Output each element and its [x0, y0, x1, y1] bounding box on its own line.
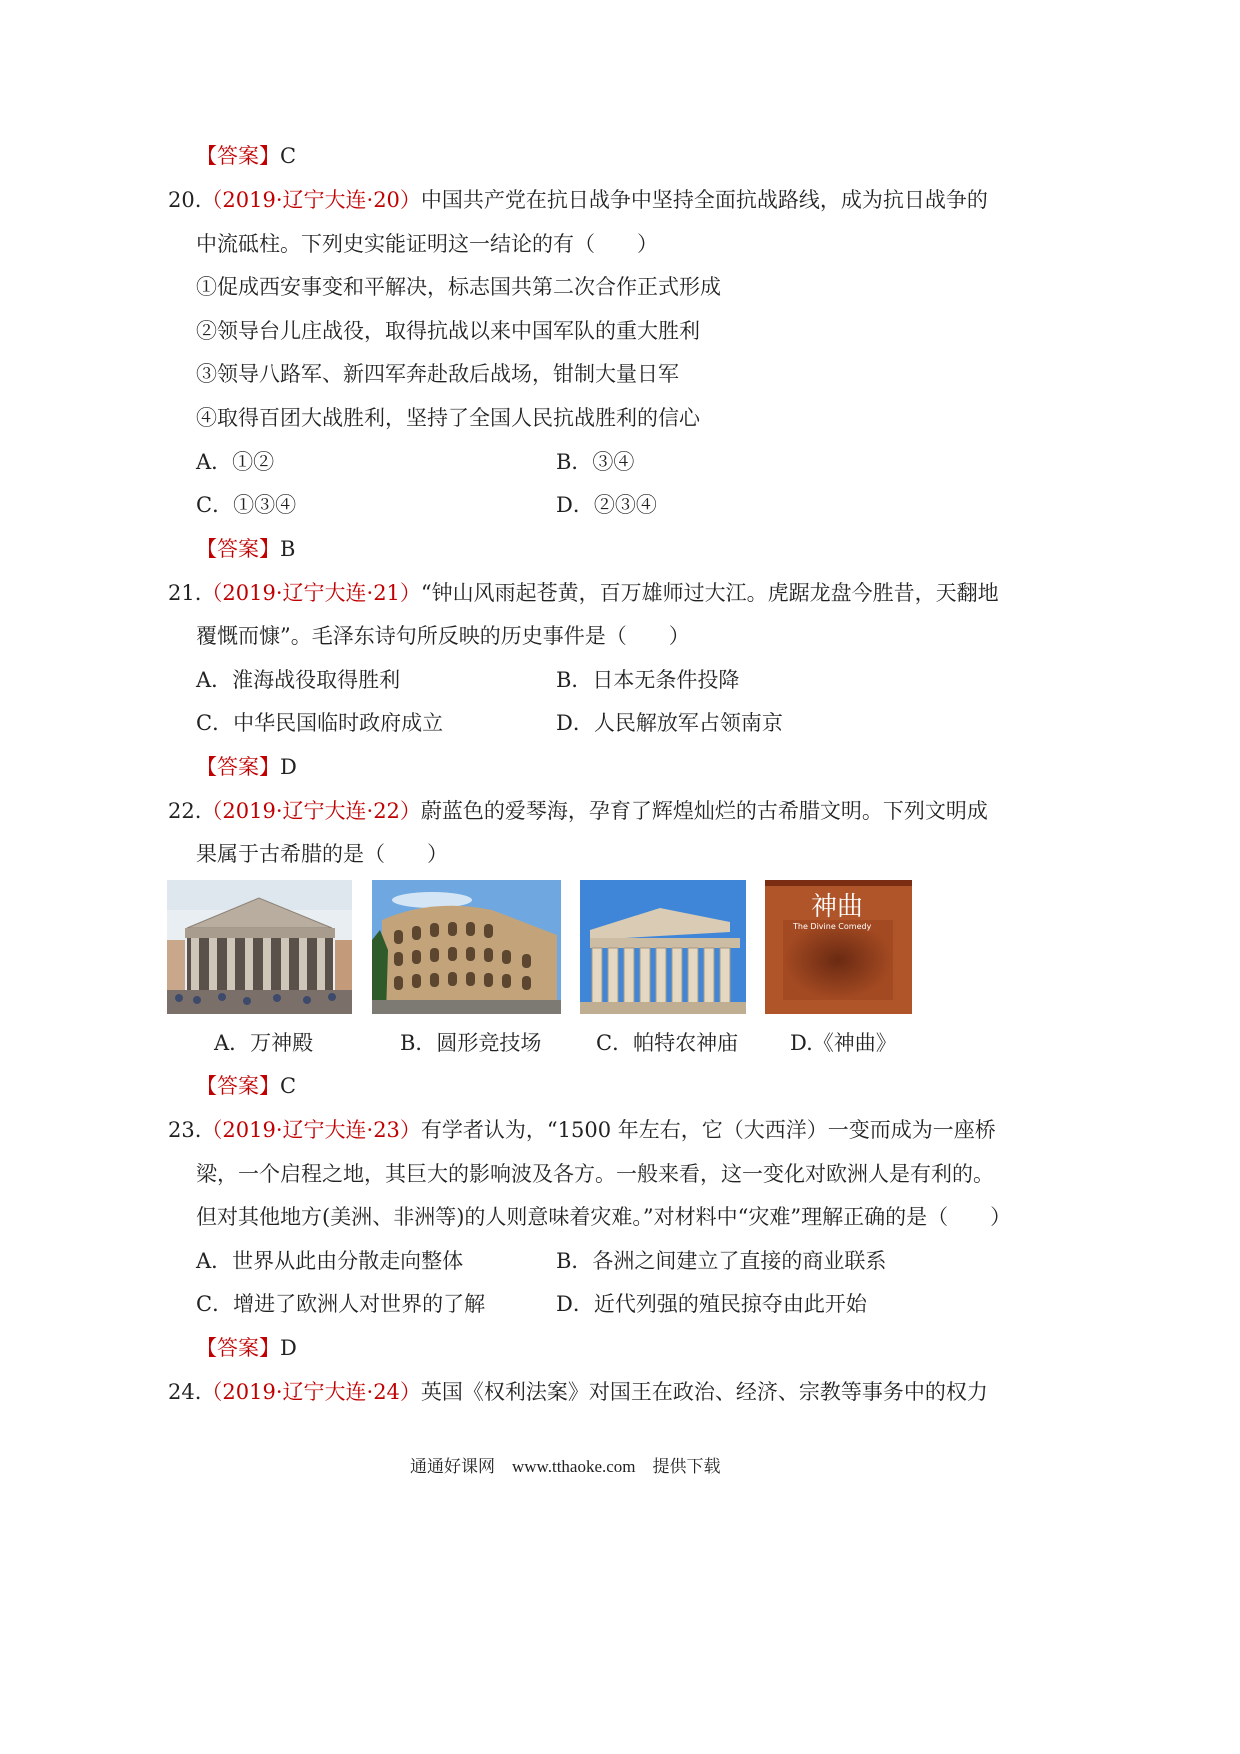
question-20-option-d: D．②③④: [556, 493, 657, 517]
question-21-line-1: [168, 579, 999, 607]
question-22-caption-b: B．圆形竞技场: [400, 1031, 542, 1055]
question-stem: 中国共产党在抗日战争中坚持全面抗战路线，成为抗日战争的: [420, 188, 988, 212]
question-22-line-2: 果属于古希腊的是（ ）: [196, 842, 448, 866]
question-20-line-1: [168, 186, 988, 214]
question-source: （2019·辽宁大连·20）: [201, 188, 421, 212]
question-23-option-b: B．各洲之间建立了直接的商业联系: [556, 1249, 887, 1273]
divine-comedy-cover-image: [765, 880, 912, 1014]
answer-value: D: [280, 755, 297, 779]
book-title: 神曲: [811, 892, 864, 922]
question-23-line-1: [168, 1116, 996, 1144]
question-number: 24.: [168, 1380, 202, 1404]
question-21-option-b: B．日本无条件投降: [556, 668, 740, 692]
question-20-option-b: B．③④: [556, 450, 635, 474]
answer-label: 【答案】: [196, 755, 280, 779]
question-22-caption-a: A．万神殿: [214, 1031, 314, 1055]
question-20-item-4: ④取得百团大战胜利，坚持了全国人民抗战胜利的信心: [196, 406, 700, 430]
question-source: （2019·辽宁大连·22）: [201, 799, 421, 823]
question-stem: 蔚蓝色的爱琴海，孕育了辉煌灿烂的古希腊文明。下列文明成: [420, 799, 988, 823]
question-21-option-a: A．淮海战役取得胜利: [196, 668, 401, 692]
question-22-caption-d: D.《神曲》: [790, 1031, 897, 1055]
question-stem: 英国《权利法案》对国王在政治、经济、宗教等事务中的权力: [420, 1380, 988, 1404]
answer-value: C: [280, 144, 297, 168]
pantheon-image: [167, 880, 352, 1014]
answer-21: [196, 753, 297, 781]
answer-22: [196, 1072, 296, 1100]
question-21-option-d: D．人民解放军占领南京: [556, 711, 783, 735]
question-number: 23.: [168, 1118, 202, 1142]
question-source: （2019·辽宁大连·23）: [201, 1118, 421, 1142]
answer-value: D: [280, 1336, 297, 1360]
answer-value: B: [280, 537, 296, 561]
question-stem: “钟山风雨起苍黄，百万雄师过大江。虎踞龙盘今胜昔，天翻地: [420, 581, 999, 605]
answer-20: [196, 535, 295, 563]
answer-label: 【答案】: [196, 1336, 280, 1360]
book-subtitle: The Divine Comedy: [793, 922, 872, 931]
question-23-option-d: D．近代列强的殖民掠夺由此开始: [556, 1292, 867, 1316]
colosseum-image: [372, 880, 561, 1014]
question-number: 21.: [168, 581, 202, 605]
question-number: 22.: [168, 799, 202, 823]
parthenon-image: [580, 880, 746, 1014]
answer-value: C: [280, 1074, 297, 1098]
question-20-option-a: A．①②: [196, 450, 275, 474]
question-22-line-1: [168, 797, 988, 825]
answer-19: [196, 142, 296, 170]
answer-label: 【答案】: [196, 537, 280, 561]
question-source: （2019·辽宁大连·21）: [201, 581, 421, 605]
question-23-line-3: 但对其他地方(美洲、非洲等)的人则意味着灾难。”对材料中“灾难”理解正确的是（ ）: [196, 1205, 1012, 1229]
answer-label: 【答案】: [196, 1074, 280, 1098]
question-number: 20.: [168, 188, 202, 212]
question-stem: 有学者认为，“1500 年左右，它（大西洋）一变而成为一座桥: [420, 1118, 996, 1142]
question-24-line-1: [168, 1378, 988, 1406]
question-21-option-c: C．中华民国临时政府成立: [196, 711, 444, 735]
question-22-caption-c: C．帕特农神庙: [596, 1031, 739, 1055]
question-20-item-3: ③领导八路军、新四军奔赴敌后战场，钳制大量日军: [196, 362, 679, 386]
question-source: （2019·辽宁大连·24）: [201, 1380, 421, 1404]
answer-label: 【答案】: [196, 144, 280, 168]
answer-23: [196, 1334, 297, 1362]
question-23-line-2: 梁，一个启程之地，其巨大的影响波及各方。一般来看，这一变化对欧洲人是有利的。: [196, 1162, 994, 1186]
question-23-option-c: C．增进了欧洲人对世界的了解: [196, 1292, 486, 1316]
question-20-item-2: ②领导台儿庄战役，取得抗战以来中国军队的重大胜利: [196, 319, 700, 343]
question-21-line-2: 覆慨而慷”。毛泽东诗句所反映的历史事件是（ ）: [196, 624, 690, 648]
question-23-option-a: A．世界从此由分散走向整体: [196, 1249, 464, 1273]
question-20-option-c: C．①③④: [196, 493, 297, 517]
question-20-line-2: 中流砥柱。下列史实能证明这一结论的有（ ）: [196, 232, 658, 256]
question-20-item-1: ①促成西安事变和平解决，标志国共第二次合作正式形成: [196, 275, 721, 299]
page-footer: 通通好课网 www.tthaoke.com 提供下载: [410, 1457, 721, 1476]
